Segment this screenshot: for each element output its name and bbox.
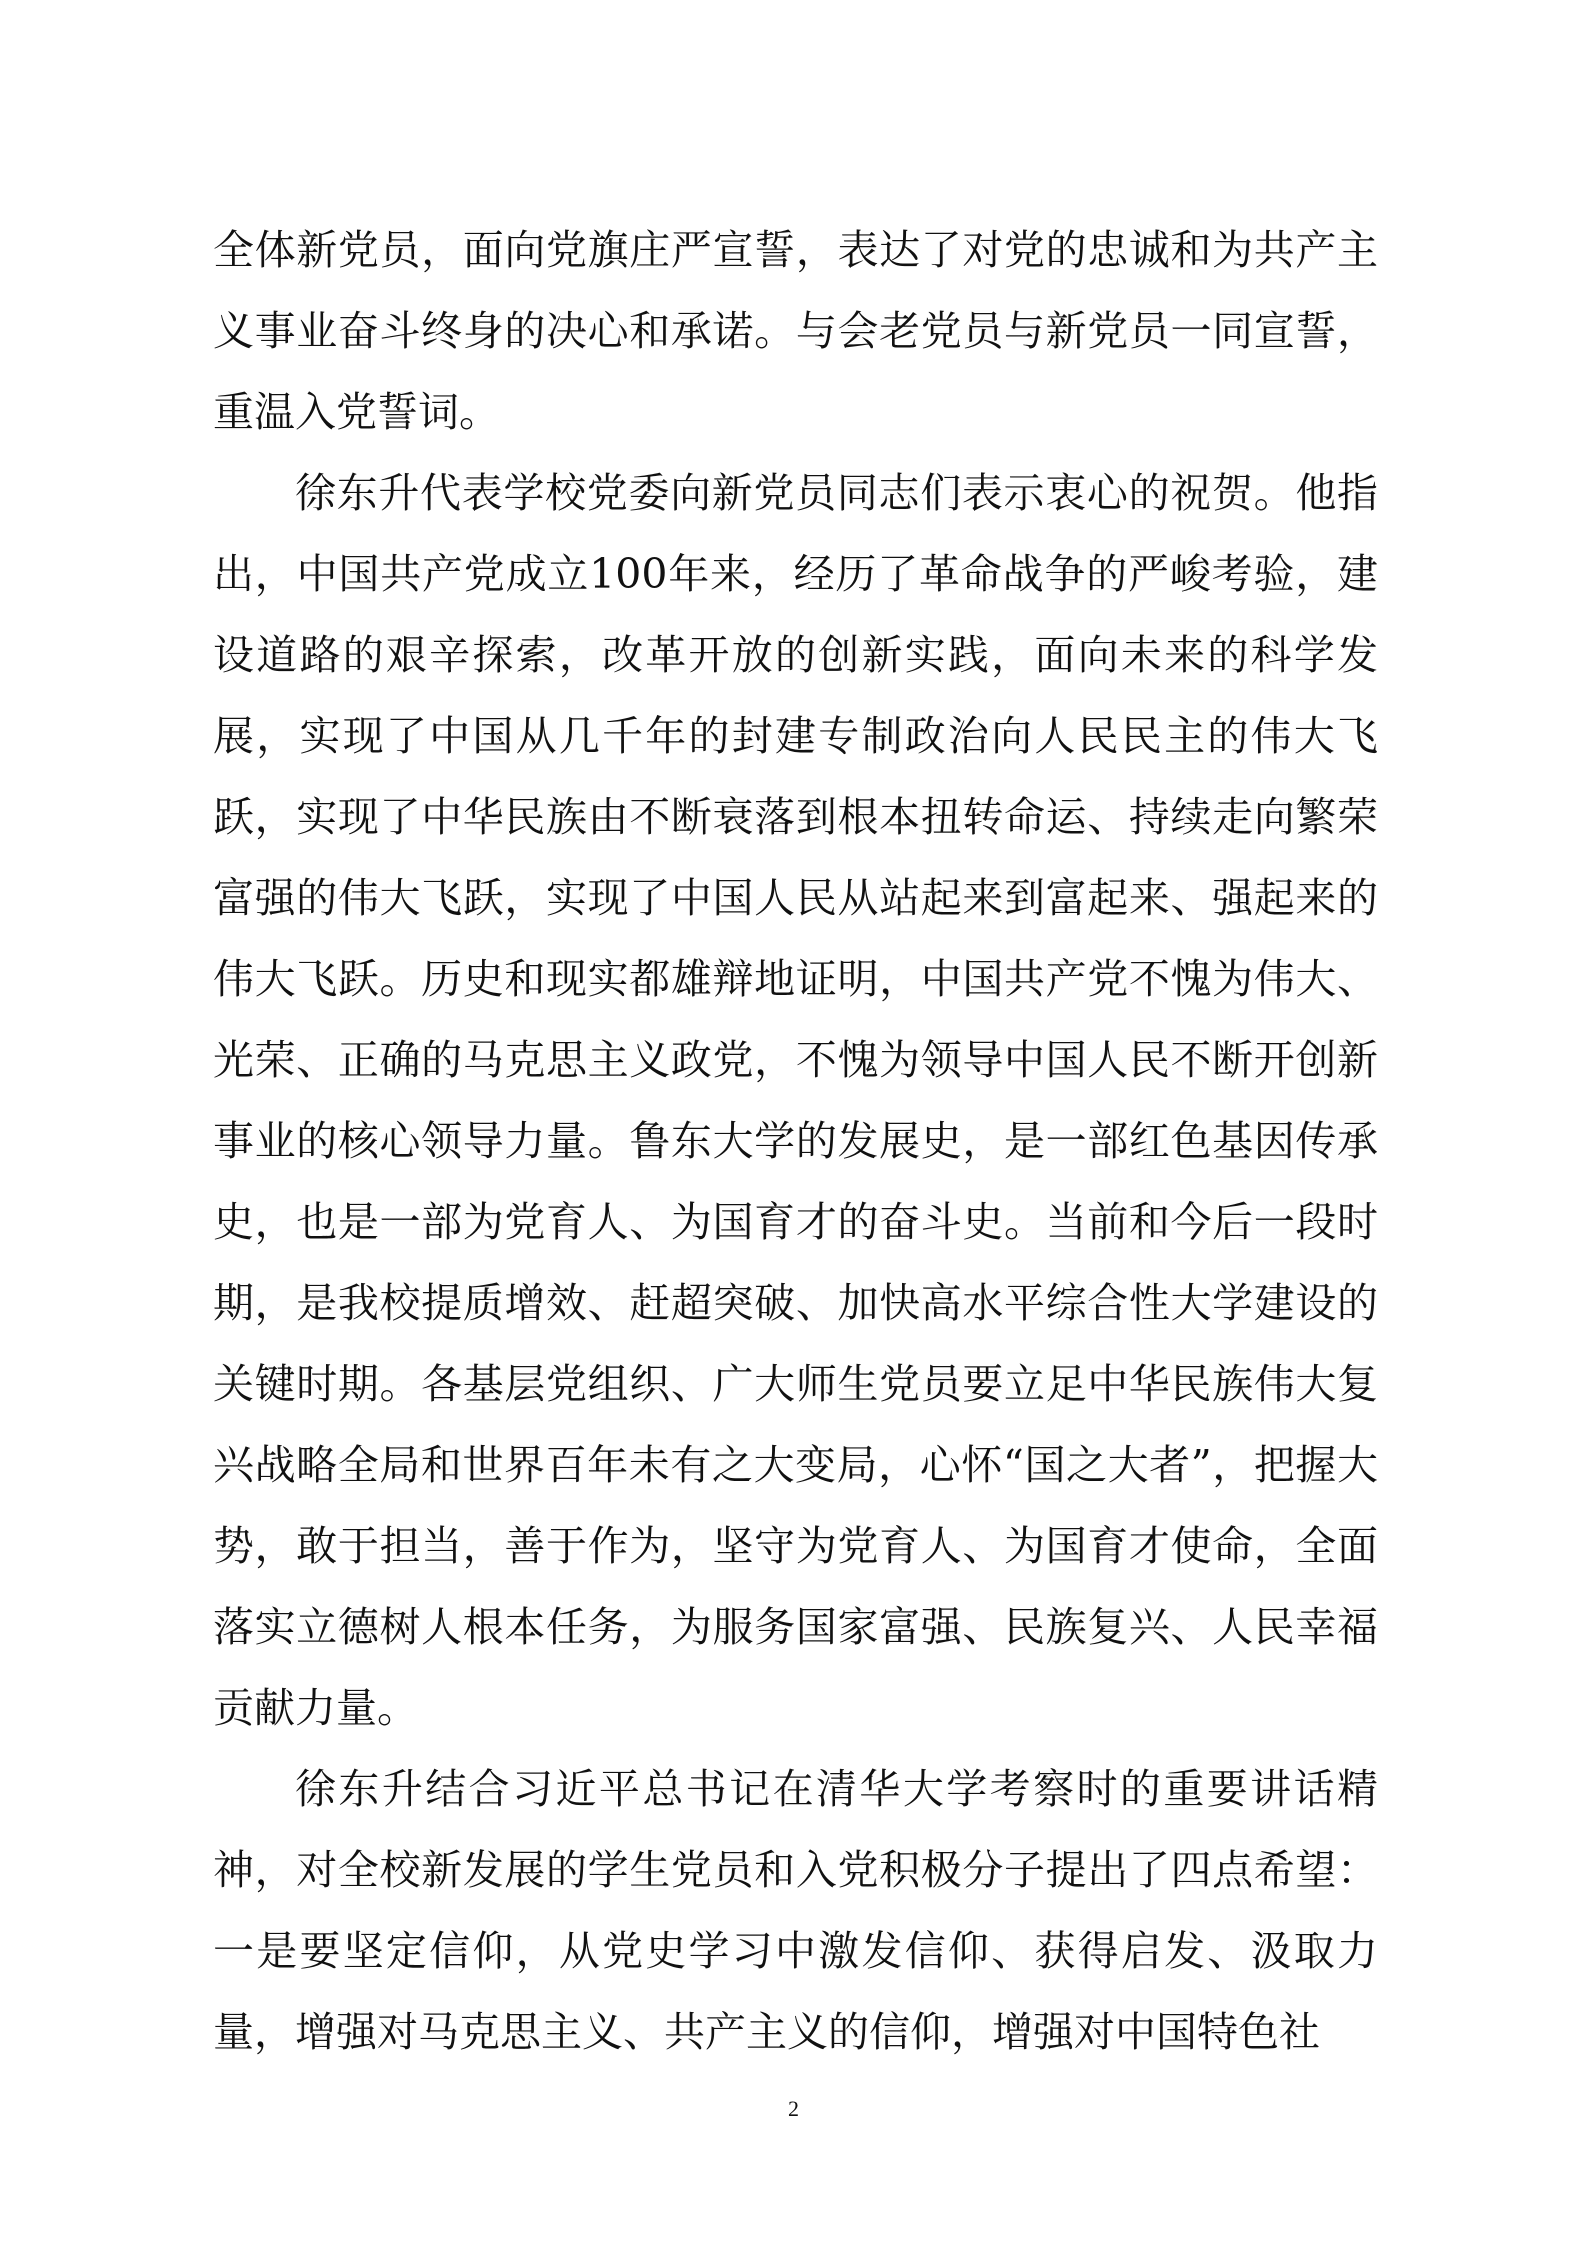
paragraph-four-hopes: 徐东升结合习近平总书记在清华大学考察时的重要讲话精神，对全校新发展的学生党员和入党积极分子提出了四点希望：一是要坚定信仰，从党史学习中激发信仰、获得启发、汲取力量，增强对马克思主义、共产主义的信仰，增强对中国特色社: [213, 1765, 1378, 2056]
body-text: [213, 210, 1378, 2073]
paragraph-congratulations: 徐东升代表学校党委向新党员同志们表示衷心的祝贺。他指出，中国共产党成立100年来，经历了革命战争的严峻考验，建设道路的艰辛探索，改革开放的创新实践，面向未来的科学发展，实现了中国从几千年的封建专制政治向人民民主的伟大飞跃，实现了中华民族由不断衰落到根本扭转命运、持续走向繁荣富强的伟大飞跃，实现了中国人民从站起来到富起来、强起来的伟大飞跃。历史和现实都雄辩地证明，中国共产党不愧为伟大、光荣、正确的马克思主义政党，不愧为领导中国人民不断开创新事业的核心领导力量。鲁东大学的发展史，是一部红色基因传承史，也是一部为党育人、为国育才的奋斗史。当前和今后一段时期，是我校提质增效、赶超突破、加快高水平综合性大学建设的关键时期。各基层党组织、广大师生党员要立足中华民族伟大复兴战略全局和世界百年未有之大变局，心怀“国之大者”，把握大势，敢于担当，善于作为，坚守为党育人、为国育才使命，全面落实立德树人根本任务，为服务国家富强、民族复兴、人民幸福贡献力量。: [213, 469, 1378, 1732]
paragraph-oath: 全体新党员，面向党旗庄严宣誓，表达了对党的忠诚和为共产主义事业奋斗终身的决心和承诺。与会老党员与新党员一同宣誓，重温入党誓词。: [213, 226, 1378, 436]
page-number: 2: [788, 2096, 799, 2121]
